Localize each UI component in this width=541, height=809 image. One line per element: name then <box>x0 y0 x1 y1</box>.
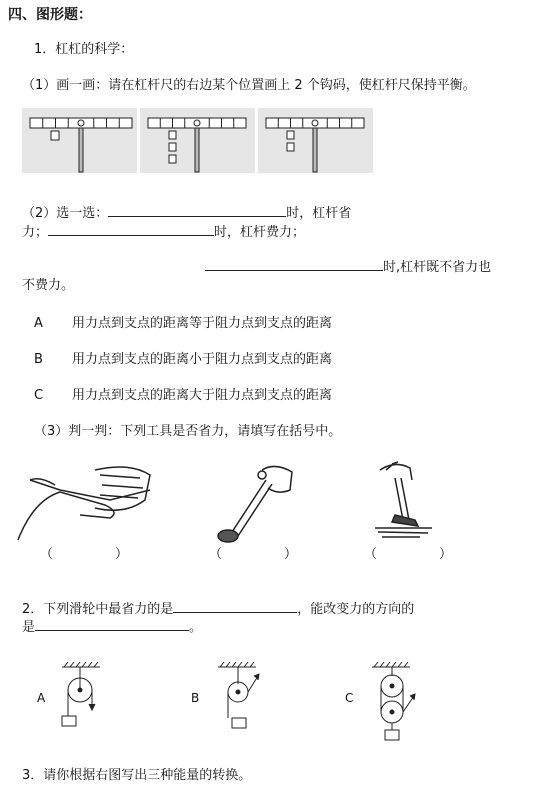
bracket-close: ） <box>115 547 129 562</box>
option-c-text: 用力点到支点的距离大于阻力点到支点的距离 <box>72 388 333 403</box>
pulley-label-a: A <box>37 691 46 705</box>
part2-c-suffix: 时,杠杆既不省力也 <box>383 260 492 275</box>
part2-c-continuation: 不费力。 <box>22 278 75 293</box>
bracket-close: ） <box>284 547 298 562</box>
q2-line1-suffix: ，能改变力的方向的 <box>297 602 415 617</box>
q1-title: 1．杠杠的科学： <box>34 42 134 57</box>
bracket-open: （ <box>209 547 223 562</box>
bracket-close: ） <box>439 547 453 562</box>
option-b-letter: B <box>34 352 43 367</box>
pulley-label-c: C <box>345 691 354 705</box>
q2-line2-prefix: 是 <box>22 620 36 635</box>
bracket-open: （ <box>364 547 378 562</box>
option-b-text: 用力点到支点的距离小于阻力点到支点的距离 <box>72 352 333 367</box>
q1-part3-instruction: （3）判一判：下列工具是否省力，请填写在括号中。 <box>34 424 342 439</box>
q2-line1-prefix: 2．下列滑轮中最省力的是 <box>22 602 174 617</box>
pulley-b-fixed-icon <box>218 662 259 728</box>
part2-a-suffix: 时，杠杆省 <box>286 206 352 221</box>
q2-line2-suffix: 。 <box>189 620 203 635</box>
part2-b-suffix: 时，杠杆费力； <box>214 225 306 240</box>
section-heading: 四、图形题： <box>8 7 92 23</box>
q1-part1-instruction: （1）画一画：请在杠杆尺的右边某个位置画上 2 个钩码，使杠杆尺保持平衡。 <box>22 78 476 93</box>
pulley-label-b: B <box>191 691 200 705</box>
pulley-c-block-icon <box>372 662 415 740</box>
pulley-a-fixed-icon <box>62 662 100 726</box>
option-a-letter: A <box>34 316 43 331</box>
bracket-open: （ <box>40 547 54 562</box>
q3-text: 3．请你根据右图写出三种能量的转换。 <box>22 768 252 783</box>
part2-b-prefix: 力； <box>22 225 49 240</box>
option-c-letter: C <box>34 388 44 403</box>
option-a-text: 用力点到支点的距离等于阻力点到支点的距离 <box>72 316 333 331</box>
part2-prefix: （2）选一选： <box>22 206 109 221</box>
